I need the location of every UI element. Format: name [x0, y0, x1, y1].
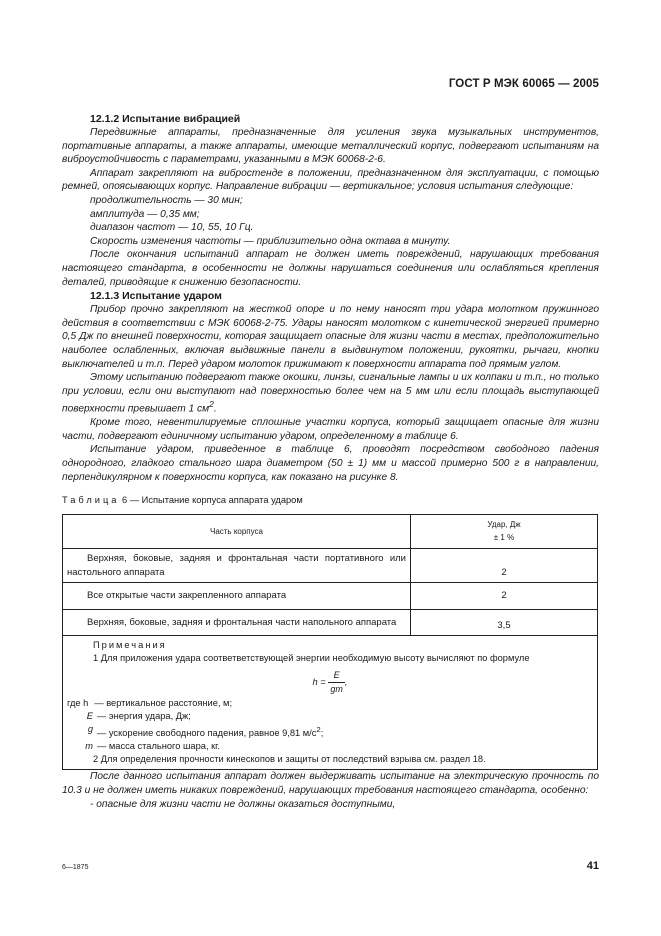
header-line: Удар, Дж: [487, 519, 521, 529]
where-text-tail: ;: [320, 728, 324, 739]
where-symbol: E: [86, 711, 93, 722]
notes-title: Примечания: [93, 640, 167, 651]
paragraph: После данного испытания аппарат должен выдерживать испытание на электрическую прочность по 10.3 и не должен иметь никаких повреждений, нарушающих требования настоящего стандарта, особенно:: [62, 771, 599, 797]
table-row: [63, 609, 598, 636]
superscript: 2: [209, 399, 214, 410]
where-text: [97, 723, 323, 740]
where-line: [67, 740, 593, 753]
where-text: — масса стального шара, кг.: [97, 741, 221, 752]
list-item: амплитуда — 0,35 мм;: [90, 208, 200, 220]
footer-print-code: 6—1875: [62, 864, 89, 871]
superscript: 2: [316, 725, 321, 735]
where-text: — энергия удара, Дж;: [97, 711, 191, 722]
table-caption-text: 6 — Испытание корпуса аппарата ударом: [119, 495, 303, 506]
paragraph: [62, 371, 599, 416]
list-item: продолжительность — 30 мин;: [90, 194, 243, 206]
formula-numerator: E: [328, 669, 345, 683]
table-notes-row: [63, 636, 598, 770]
formula-fraction: [328, 669, 345, 696]
where-symbol: g: [87, 724, 93, 735]
where-line: [67, 710, 593, 723]
table-caption: [62, 494, 599, 508]
main-content: [62, 112, 599, 811]
height-formula: [67, 669, 593, 693]
column-header-part: Часть корпуса: [63, 514, 411, 548]
paragraph-text: Этому испытанию подвергают также окошки, линзы, сигнальные лампы и их колпаки и т.п., но только при условии, если они выступают над поверхностью более чем на 5 мм или если площадь выступающей поверхности превышает 1 см: [62, 372, 599, 415]
table-cell-value: 2: [411, 583, 598, 610]
paragraph: Передвижные аппараты, предназначенные для усиления звука музыкальных инструментов, портативные аппараты, а также аппараты, имеющие металлический корпус, подвергают испытаниям на виброустойчивость с параметрами, указанными в МЭК 60068-2-6.: [62, 127, 599, 166]
paragraph-text: .: [213, 403, 217, 415]
page-number: 41: [586, 860, 599, 872]
table-cell-part: Верхняя, боковые, задняя и фронтальная части портативного или настольного аппарата: [63, 549, 411, 583]
where-symbol: m: [85, 741, 93, 752]
paragraph: После окончания испытаний аппарат не должен иметь повреждений, нарушающих требования настоящего стандарта, в особенности не должны нарушаться соединения или ослабляться крепления деталей, приводящие к снижению безопасности.: [62, 249, 599, 288]
table-cell-value: 3,5: [411, 609, 598, 636]
formula-denominator: gm: [330, 684, 343, 695]
table-cell-part: Все открытые части закрепленного аппарата: [63, 583, 411, 610]
where-text-main: — ускорение свободного падения, равное 9,81 м/с: [97, 728, 317, 739]
where-line: [67, 697, 593, 710]
paragraph: Кроме того, невентилируемые сплошные участки корпуса, который защищает опасные для жизни части, подвергают единичному испытанию ударом, определенному в таблице 6.: [62, 417, 599, 442]
impact-test-table: [62, 514, 598, 771]
paragraph: Аппарат закрепляют на вибростенде в положении, предназначенном для эксплуатации, с помощью ремней, опоясывающих корпус. Направление вибрации — вертикальное; условия испытания следующие:: [62, 167, 599, 193]
header-line: ± 1 %: [493, 533, 515, 543]
paragraph: - опасные для жизни части не должны оказаться доступными,: [90, 798, 396, 810]
document-header: ГОСТ Р МЭК 60065 — 2005: [448, 78, 599, 90]
where-line: [67, 723, 593, 740]
formula-lhs: h =: [312, 677, 326, 688]
note-1: 1 Для приложения удара соответветствующей энергии необходимую высоту вычисляют по формуле: [93, 653, 530, 664]
table-cell-value: 2: [411, 549, 598, 583]
where-symbol: где h: [67, 698, 89, 709]
column-header-energy: [411, 514, 598, 548]
list-item: диапазон частот — 10, 55, 10 Гц.: [90, 222, 254, 234]
formula-tail: ,: [344, 677, 348, 688]
where-text: — вертикальное расстояние, м;: [94, 698, 233, 709]
table-caption-word: Таблица: [62, 495, 120, 506]
table-cell-part: Верхняя, боковые, задняя и фронтальная части напольного аппарата: [63, 609, 411, 636]
paragraph: Скорость изменения частоты — приблизительно одна октава в минуту.: [90, 235, 451, 247]
note-2: 2 Для определения прочности кинескопов и защиты от последствий взрыва см. раздел 18.: [93, 754, 486, 765]
table-row: [63, 583, 598, 610]
paragraph: Испытание ударом, приведенное в таблице 6, проводят посредством свободного падения однородного, гладкого стального шара диаметром (50 ± 1) мм и массой примерно 500 г в направлении, перпендикулярном к поверхности корпуса, как показано на рисунке 8.: [62, 444, 599, 483]
section-12-1-2-title: 12.1.2 Испытание вибрацией: [90, 113, 241, 125]
section-12-1-3-title: 12.1.3 Испытание ударом: [90, 290, 222, 303]
table-notes: [63, 636, 598, 770]
table-header-row: [63, 514, 598, 548]
paragraph: Прибор прочно закрепляют на жесткой опоре и по нему наносят три удара молотком пружинного действия в соответствии с МЭК 60068-2-75. Удары наносят молотком с кинетической энергией примерно 0,5 Дж по внешней поверхности, которая защищает опасные для жизни части в местах, предположительно наиболее ослабленных, включая выдвижные панели в выдвинутом положении, рукоятки, рычаги, кнопки выключателей и т.п. Перед ударом молоток прижимают к поверхности аппарата под прямым углом.: [62, 304, 599, 370]
table-row: [63, 549, 598, 583]
